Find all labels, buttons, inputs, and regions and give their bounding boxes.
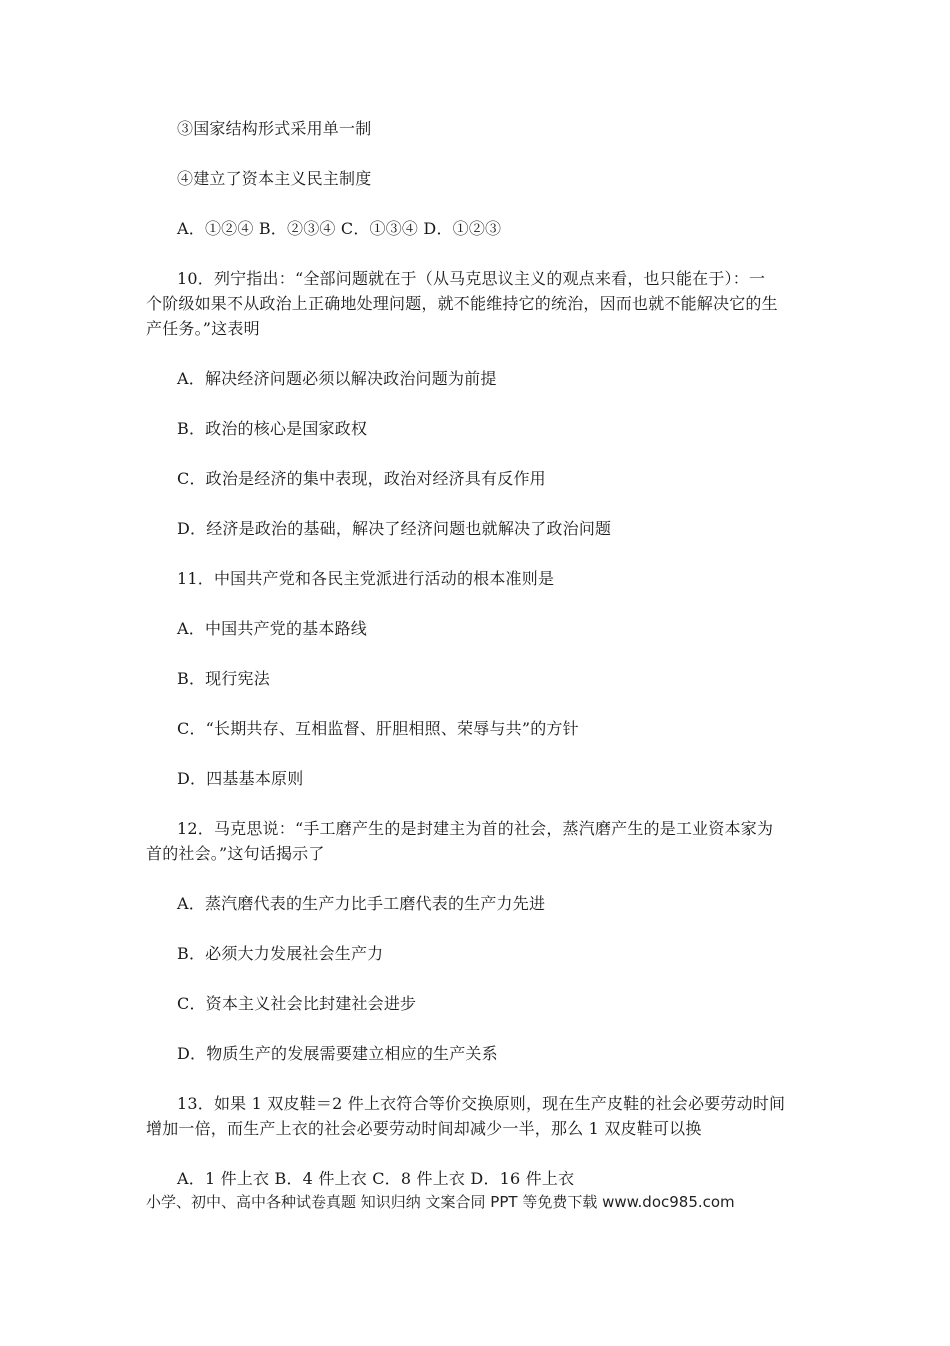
footer-watermark: 小学、初中、高中各种试卷真题 知识归纳 文案合同 PPT 等免费下载 www.doc985.com [146,1193,735,1211]
question-10-stem: 10．列宁指出：“全部问题就在于（从马克思议主义的观点来看，也只能在于）：一 [177,269,766,288]
question-11-option-d: D．四基基本原则 [177,769,304,788]
question-12-option-b: B．必须大力发展社会生产力 [177,944,384,963]
question-10-stem-cont: 产任务。”这表明 [146,319,260,338]
question-13-stem-cont: 增加一倍，而生产上衣的社会必要劳动时间却减少一半，那么 1 双皮鞋可以换 [146,1119,702,1138]
question-10-option-c: C．政治是经济的集中表现，政治对经济具有反作用 [177,469,546,488]
question-10-option-d: D．经济是政治的基础，解决了经济问题也就解决了政治问题 [177,519,612,538]
question-11-option-a: A．中国共产党的基本路线 [177,619,367,638]
question-13-stem: 13．如果 1 双皮鞋＝2 件上衣符合等价交换原则，现在生产皮鞋的社会必要劳动时间 [177,1094,786,1113]
question-10-option-a: A．解决经济问题必须以解决政治问题为前提 [177,369,497,388]
question-12-stem: 12．马克思说：“手工磨产生的是封建主为首的社会，蒸汽磨产生的是工业资本家为 [177,819,774,838]
question-12-option-c: C．资本主义社会比封建社会进步 [177,994,417,1013]
question-11-stem: 11．中国共产党和各民主党派进行活动的根本准则是 [177,569,555,588]
question-12-option-d: D．物质生产的发展需要建立相应的生产关系 [177,1044,498,1063]
answer-choices: A．①②④ B．②③④ C．①③④ D．①②③ [177,219,502,238]
question-13-options: A．1 件上衣 B．4 件上衣 C．8 件上衣 D．16 件上衣 [177,1169,575,1188]
question-11-option-c: C．“长期共存、互相监督、肝胆相照、荣辱与共”的方针 [177,719,579,738]
question-10-stem-cont: 个阶级如果不从政治上正确地处理问题，就不能维持它的统治，因而也就不能解决它的生 [146,294,778,313]
option-line: ④建立了资本主义民主制度 [177,169,372,188]
question-12-option-a: A．蒸汽磨代表的生产力比手工磨代表的生产力先进 [177,894,546,913]
question-10-option-b: B．政治的核心是国家政权 [177,419,368,438]
question-12-stem-cont: 首的社会。”这句话揭示了 [146,844,325,863]
option-line: ③国家结构形式采用单一制 [177,119,372,138]
question-11-option-b: B．现行宪法 [177,669,270,688]
